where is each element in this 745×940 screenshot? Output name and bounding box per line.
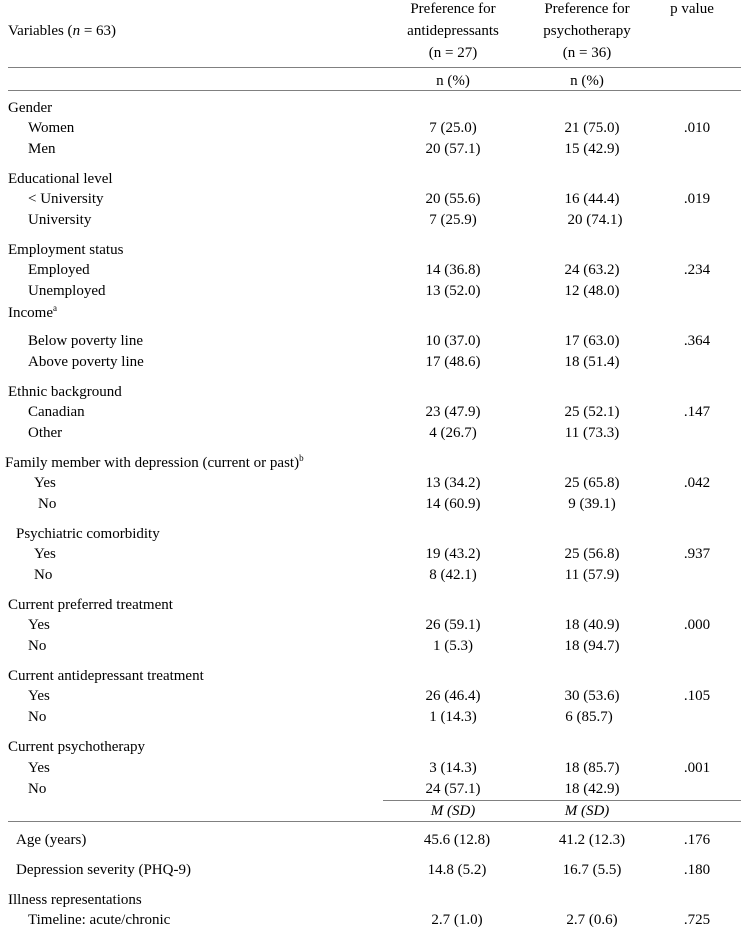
cell-psychotherapy: 15 (42.9) — [564, 141, 620, 157]
variables-header-prefix: Variables ( — [8, 23, 73, 39]
cell-psychotherapy: 18 (94.7) — [564, 638, 620, 654]
row-label: Above poverty line — [28, 354, 144, 370]
section-title-family-text: Family member with depression (current or past) — [5, 455, 300, 471]
section-title-antidepressant: Current antidepressant treatment — [8, 668, 204, 684]
row-label: < University — [28, 191, 104, 207]
msd-bottom-rule — [8, 821, 741, 822]
cell-p-value: .042 — [683, 475, 711, 491]
cell-antidepressants: 3 (14.3) — [429, 760, 477, 776]
cell-psychotherapy: 21 (75.0) — [564, 120, 620, 136]
col-psychotherapy-line1: Preference for — [544, 1, 630, 17]
cell-antidepressants: 20 (57.1) — [425, 141, 481, 157]
row-label: University — [28, 212, 92, 228]
cell-p-value: .010 — [683, 120, 711, 136]
row-label: Yes — [28, 688, 50, 704]
row-label: Below poverty line — [28, 333, 143, 349]
cell-psychotherapy: 16 (44.4) — [564, 191, 620, 207]
row-label: No — [28, 709, 47, 725]
section-title-gender: Gender — [8, 100, 53, 116]
row-label: Yes — [28, 760, 50, 776]
cell-psychotherapy: 25 (52.1) — [564, 404, 620, 420]
cell-antidepressants: 4 (26.7) — [429, 425, 477, 441]
col-p-value: p value — [670, 1, 714, 17]
cell-antidepressants: 14 (60.9) — [425, 496, 481, 512]
cell-psychotherapy: 11 (57.9) — [564, 567, 620, 583]
section-title-psychotherapy: Current psychotherapy — [8, 739, 146, 755]
row-label: Other — [28, 425, 63, 441]
cell-psychotherapy: 18 (85.7) — [564, 760, 620, 776]
col-psychotherapy-line2: psychotherapy — [543, 23, 631, 39]
cell-psychotherapy: 18 (40.9) — [564, 617, 620, 633]
cell-p-value: .180 — [683, 862, 711, 878]
cell-p-value: .147 — [683, 404, 711, 420]
section-title-income — [8, 303, 57, 321]
col-psychotherapy-n: (n = 36) — [562, 45, 612, 61]
col-antidepressants-line1: Preference for — [410, 1, 496, 17]
section-title-preferred: Current preferred treatment — [8, 597, 173, 613]
cell-antidepressants: 14 (36.8) — [425, 262, 481, 278]
cell-psychotherapy: 16.7 (5.5) — [562, 862, 622, 878]
section-title-family — [5, 453, 304, 471]
row-label: No — [28, 638, 47, 654]
p-column-rule — [650, 800, 741, 801]
row-label: Canadian — [28, 404, 85, 420]
row-label: Yes — [28, 617, 50, 633]
row-label: Unemployed — [28, 283, 106, 299]
cell-antidepressants: 17 (48.6) — [425, 354, 481, 370]
section-title-comorbidity: Psychiatric comorbidity — [16, 526, 160, 542]
row-label: No — [38, 496, 57, 512]
cell-psychotherapy: 2.7 (0.6) — [566, 912, 618, 928]
section-title-employment: Employment status — [8, 242, 124, 258]
cell-antidepressants: 1 (14.3) — [429, 709, 477, 725]
cell-p-value: .364 — [683, 333, 711, 349]
section-title-illness: Illness representations — [8, 892, 142, 908]
cell-psychotherapy: 24 (63.2) — [564, 262, 620, 278]
unit-n-antidepressants: n (%) — [436, 73, 470, 89]
cell-antidepressants: 23 (47.9) — [425, 404, 481, 420]
cell-p-value: .234 — [683, 262, 711, 278]
unit-msd-antidepressants: M (SD) — [430, 803, 476, 819]
header-rule — [8, 67, 741, 68]
cell-p-value: .000 — [683, 617, 711, 633]
cell-psychotherapy: 41.2 (12.3) — [558, 832, 626, 848]
section-title-ethnic: Ethnic background — [8, 384, 122, 400]
cell-antidepressants: 13 (52.0) — [425, 283, 481, 299]
row-label-timeline: Timeline: acute/chronic — [28, 912, 171, 928]
cell-p-value: .176 — [683, 832, 711, 848]
footnote-marker-a: a — [52, 303, 57, 313]
row-label: Yes — [34, 546, 56, 562]
footnote-marker-b: b — [299, 453, 304, 463]
cell-antidepressants: 7 (25.9) — [429, 212, 477, 228]
cell-p-value: .937 — [683, 546, 711, 562]
cell-psychotherapy: 25 (56.8) — [564, 546, 620, 562]
cell-antidepressants: 45.6 (12.8) — [423, 832, 491, 848]
cell-psychotherapy: 9 (39.1) — [568, 496, 616, 512]
variables-header-suffix: = 63) — [80, 23, 117, 39]
row-label: Employed — [28, 262, 90, 278]
cell-antidepressants: 8 (42.1) — [429, 567, 477, 583]
cell-antidepressants: 7 (25.0) — [429, 120, 477, 136]
cell-psychotherapy: 30 (53.6) — [564, 688, 620, 704]
unit-rule — [8, 90, 741, 91]
msd-top-rule — [383, 800, 650, 801]
row-label: Men — [28, 141, 56, 157]
cell-p-value: .725 — [683, 912, 711, 928]
cell-antidepressants: 2.7 (1.0) — [431, 912, 483, 928]
cell-psychotherapy: 11 (73.3) — [564, 425, 620, 441]
cell-antidepressants: 20 (55.6) — [425, 191, 481, 207]
cell-antidepressants: 10 (37.0) — [425, 333, 481, 349]
cell-psychotherapy: 17 (63.0) — [564, 333, 620, 349]
cell-antidepressants: 26 (46.4) — [425, 688, 481, 704]
cell-psychotherapy: 20 (74.1) — [567, 212, 623, 228]
cell-psychotherapy: 6 (85.7) — [565, 709, 613, 725]
cell-antidepressants: 13 (34.2) — [425, 475, 481, 491]
section-title-income-text: Income — [8, 305, 53, 321]
unit-msd-psychotherapy: M (SD) — [564, 803, 610, 819]
variables-header-n-symbol: n — [72, 23, 81, 39]
cell-antidepressants: 24 (57.1) — [425, 781, 481, 797]
cell-p-value: .001 — [683, 760, 711, 776]
cell-psychotherapy: 25 (65.8) — [564, 475, 620, 491]
cell-antidepressants: 26 (59.1) — [425, 617, 481, 633]
row-label: Yes — [34, 475, 56, 491]
row-label: Women — [28, 120, 75, 136]
cell-psychotherapy: 18 (42.9) — [564, 781, 620, 797]
col-antidepressants-n: (n = 27) — [428, 45, 478, 61]
cell-antidepressants: 19 (43.2) — [425, 546, 481, 562]
cell-psychotherapy: 18 (51.4) — [564, 354, 620, 370]
row-label: No — [28, 781, 47, 797]
cell-antidepressants: 14.8 (5.2) — [427, 862, 487, 878]
cell-antidepressants: 1 (5.3) — [433, 638, 473, 654]
cell-p-value: .019 — [683, 191, 711, 207]
row-label-phq: Depression severity (PHQ-9) — [16, 862, 191, 878]
row-label-age: Age (years) — [16, 832, 87, 848]
cell-p-value: .105 — [683, 688, 711, 704]
section-title-education: Educational level — [8, 171, 113, 187]
variables-header — [8, 24, 116, 39]
col-antidepressants-line2: antidepressants — [407, 23, 499, 39]
row-label: No — [34, 567, 53, 583]
cell-psychotherapy: 12 (48.0) — [564, 283, 620, 299]
unit-n-psychotherapy: n (%) — [570, 73, 604, 89]
